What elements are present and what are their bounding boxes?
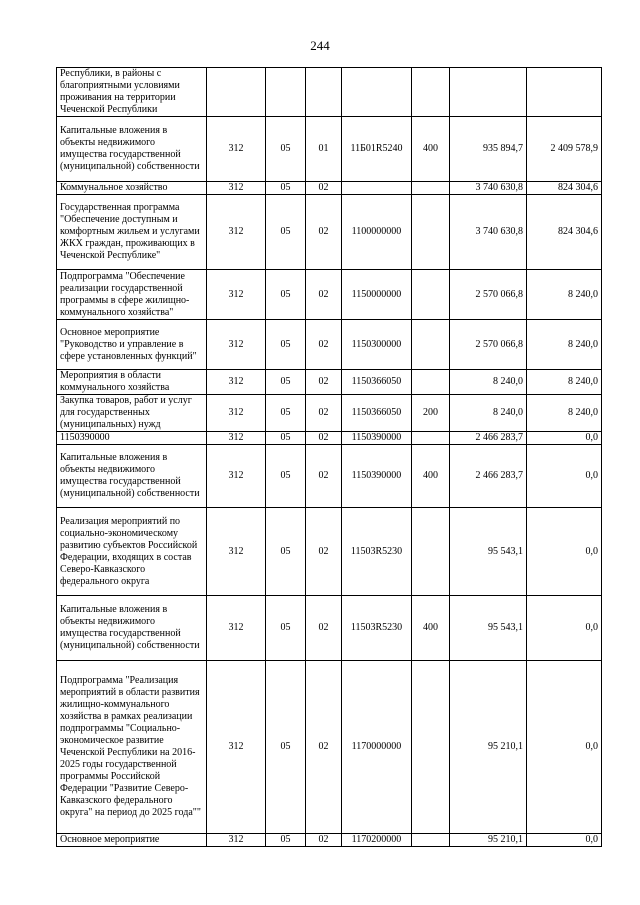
row-name-cell: Республики, в районы с благоприятными условиями проживания на территории Чеченской Республики xyxy=(57,68,207,117)
ved-code-cell xyxy=(207,68,266,117)
ved-code-cell: 312 xyxy=(207,445,266,508)
expense-type-cell xyxy=(412,320,450,370)
section-code-cell: 05 xyxy=(266,182,306,195)
section-code-cell xyxy=(266,68,306,117)
expense-type-cell: 400 xyxy=(412,117,450,182)
amount-year1-cell xyxy=(450,68,527,117)
subsection-code-cell: 02 xyxy=(306,320,342,370)
table-row xyxy=(57,395,602,432)
expense-type-cell xyxy=(412,432,450,445)
amount-year2-cell: 8 240,0 xyxy=(527,270,602,320)
amount-year1-cell: 95 210,1 xyxy=(450,834,527,847)
amount-year2-cell: 0,0 xyxy=(527,834,602,847)
table-row xyxy=(57,834,602,847)
subsection-code-cell: 02 xyxy=(306,661,342,834)
section-code-cell: 05 xyxy=(266,195,306,270)
table-row xyxy=(57,195,602,270)
row-name-cell: 1150390000 xyxy=(57,432,207,445)
row-name-cell: Мероприятия в области коммунального хозяйства xyxy=(57,370,207,395)
amount-year1-cell: 95 543,1 xyxy=(450,596,527,661)
expense-type-cell xyxy=(412,270,450,320)
table-row xyxy=(57,270,602,320)
amount-year1-cell: 2 466 283,7 xyxy=(450,432,527,445)
amount-year2-cell: 824 304,6 xyxy=(527,182,602,195)
section-code-cell: 05 xyxy=(266,320,306,370)
expense-type-cell xyxy=(412,68,450,117)
amount-year2-cell: 8 240,0 xyxy=(527,320,602,370)
page-number: 244 xyxy=(310,38,330,53)
expense-type-cell: 400 xyxy=(412,596,450,661)
section-code-cell: 05 xyxy=(266,370,306,395)
expense-type-cell: 200 xyxy=(412,395,450,432)
row-name-cell: Коммунальное хозяйство xyxy=(57,182,207,195)
row-name-cell: Капитальные вложения в объекты недвижимого имущества государственной (муниципальной) собственности xyxy=(57,596,207,661)
amount-year1-cell: 95 543,1 xyxy=(450,508,527,596)
table-row xyxy=(57,596,602,661)
section-code-cell: 05 xyxy=(266,661,306,834)
subsection-code-cell: 02 xyxy=(306,834,342,847)
target-article-cell: 1170200000 xyxy=(342,834,412,847)
section-code-cell: 05 xyxy=(266,596,306,661)
subsection-code-cell: 02 xyxy=(306,182,342,195)
row-name-cell: Основное мероприятие xyxy=(57,834,207,847)
subsection-code-cell: 01 xyxy=(306,117,342,182)
amount-year1-cell: 2 570 066,8 xyxy=(450,270,527,320)
expense-type-cell xyxy=(412,195,450,270)
table-row xyxy=(57,320,602,370)
row-name-cell: Подпрограмма "Обеспечение реализации государственной программы в сфере жилищно-коммунального хозяйства" xyxy=(57,270,207,320)
amount-year2-cell: 0,0 xyxy=(527,508,602,596)
target-article-cell xyxy=(342,182,412,195)
target-article-cell: 1150000000 xyxy=(342,270,412,320)
table-row xyxy=(57,117,602,182)
target-article-cell: 1100000000 xyxy=(342,195,412,270)
section-code-cell: 05 xyxy=(266,117,306,182)
row-name-cell: Капитальные вложения в объекты недвижимого имущества государственной (муниципальной) собственности xyxy=(57,117,207,182)
amount-year1-cell: 8 240,0 xyxy=(450,395,527,432)
ved-code-cell: 312 xyxy=(207,320,266,370)
amount-year2-cell: 0,0 xyxy=(527,445,602,508)
amount-year2-cell: 2 409 578,9 xyxy=(527,117,602,182)
amount-year2-cell: 8 240,0 xyxy=(527,395,602,432)
section-code-cell: 05 xyxy=(266,445,306,508)
subsection-code-cell: 02 xyxy=(306,508,342,596)
subsection-code-cell: 02 xyxy=(306,432,342,445)
amount-year2-cell xyxy=(527,68,602,117)
subsection-code-cell: 02 xyxy=(306,370,342,395)
table-row xyxy=(57,68,602,117)
target-article-cell: 1150366050 xyxy=(342,370,412,395)
table-row xyxy=(57,661,602,834)
row-name-cell: Основное мероприятие "Руководство и управление в сфере установленных функций" xyxy=(57,320,207,370)
expense-type-cell xyxy=(412,182,450,195)
amount-year1-cell: 8 240,0 xyxy=(450,370,527,395)
row-name-cell: Подпрограмма "Реализация мероприятий в области развития жилищно-коммунального хозяйства в рамках реализации подпрограммы "Социально-экономическое развитие Чеченской Республики на 2016-2025 годы государственной программы Российской Федерации "Развитие Северо-Кавказского федерального округа" на период до 2025 года"" xyxy=(57,661,207,834)
section-code-cell: 05 xyxy=(266,432,306,445)
expense-type-cell xyxy=(412,508,450,596)
target-article-cell xyxy=(342,68,412,117)
section-code-cell: 05 xyxy=(266,834,306,847)
expense-type-cell xyxy=(412,834,450,847)
amount-year1-cell: 95 210,1 xyxy=(450,661,527,834)
target-article-cell: 1150300000 xyxy=(342,320,412,370)
ved-code-cell: 312 xyxy=(207,195,266,270)
budget-table xyxy=(56,67,602,847)
row-name-cell: Реализация мероприятий по социально-экономическому развитию субъектов Российской Федерации, входящих в состав Северо-Кавказского федерального округа xyxy=(57,508,207,596)
ved-code-cell: 312 xyxy=(207,270,266,320)
ved-code-cell: 312 xyxy=(207,182,266,195)
target-article-cell: 1150390000 xyxy=(342,432,412,445)
table-row xyxy=(57,432,602,445)
ved-code-cell: 312 xyxy=(207,596,266,661)
target-article-cell: 11503R5230 xyxy=(342,596,412,661)
expense-type-cell: 400 xyxy=(412,445,450,508)
target-article-cell: 11Б01R5240 xyxy=(342,117,412,182)
target-article-cell: 1170000000 xyxy=(342,661,412,834)
target-article-cell: 1150390000 xyxy=(342,445,412,508)
table-row xyxy=(57,508,602,596)
expense-type-cell xyxy=(412,370,450,395)
target-article-cell: 11503R5230 xyxy=(342,508,412,596)
subsection-code-cell: 02 xyxy=(306,596,342,661)
row-name-cell: Государственная программа "Обеспечение доступным и комфортным жильем и услугами ЖКХ граждан, проживающих в Чеченской Республике" xyxy=(57,195,207,270)
amount-year2-cell: 0,0 xyxy=(527,432,602,445)
amount-year2-cell: 0,0 xyxy=(527,596,602,661)
amount-year1-cell: 3 740 630,8 xyxy=(450,182,527,195)
ved-code-cell: 312 xyxy=(207,370,266,395)
row-name-cell: Закупка товаров, работ и услуг для государственных (муниципальных) нужд xyxy=(57,395,207,432)
ved-code-cell: 312 xyxy=(207,395,266,432)
section-code-cell: 05 xyxy=(266,395,306,432)
target-article-cell: 1150366050 xyxy=(342,395,412,432)
subsection-code-cell: 02 xyxy=(306,395,342,432)
ved-code-cell: 312 xyxy=(207,432,266,445)
table-row xyxy=(57,445,602,508)
ved-code-cell: 312 xyxy=(207,661,266,834)
ved-code-cell: 312 xyxy=(207,834,266,847)
ved-code-cell: 312 xyxy=(207,508,266,596)
ved-code-cell: 312 xyxy=(207,117,266,182)
subsection-code-cell: 02 xyxy=(306,270,342,320)
amount-year1-cell: 3 740 630,8 xyxy=(450,195,527,270)
amount-year2-cell: 8 240,0 xyxy=(527,370,602,395)
expense-type-cell xyxy=(412,661,450,834)
amount-year1-cell: 2 570 066,8 xyxy=(450,320,527,370)
amount-year2-cell: 824 304,6 xyxy=(527,195,602,270)
table-row xyxy=(57,182,602,195)
row-name-cell: Капитальные вложения в объекты недвижимого имущества государственной (муниципальной) собственности xyxy=(57,445,207,508)
subsection-code-cell: 02 xyxy=(306,195,342,270)
table-row xyxy=(57,370,602,395)
section-code-cell: 05 xyxy=(266,270,306,320)
amount-year2-cell: 0,0 xyxy=(527,661,602,834)
subsection-code-cell: 02 xyxy=(306,445,342,508)
subsection-code-cell xyxy=(306,68,342,117)
amount-year1-cell: 935 894,7 xyxy=(450,117,527,182)
section-code-cell: 05 xyxy=(266,508,306,596)
amount-year1-cell: 2 466 283,7 xyxy=(450,445,527,508)
